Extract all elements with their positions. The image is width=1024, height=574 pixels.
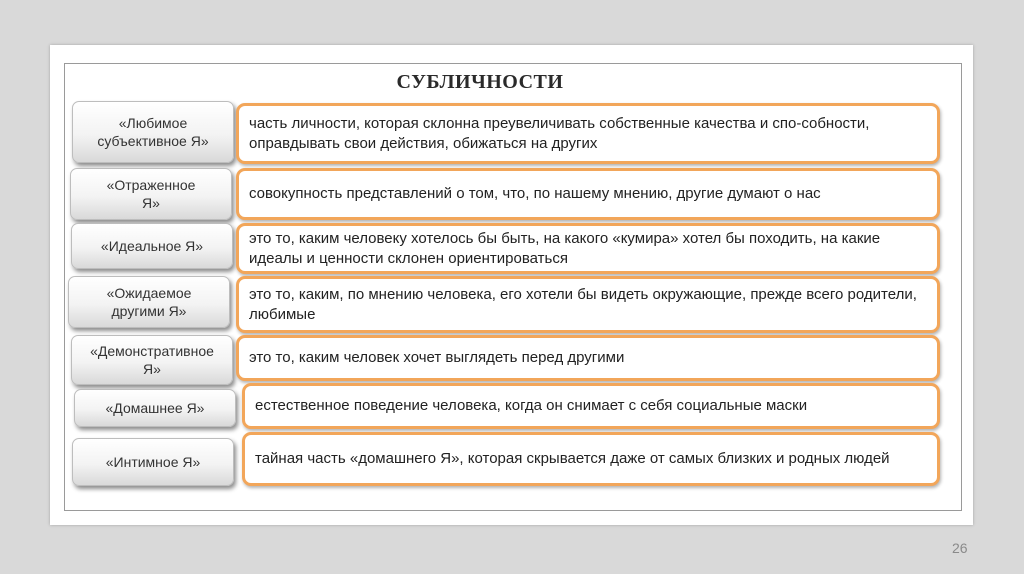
description-box bbox=[242, 432, 940, 486]
description-box bbox=[236, 276, 940, 333]
page-number: 26 bbox=[952, 540, 968, 556]
term-box: «Отраженное Я» bbox=[70, 168, 232, 220]
description-text: часть личности, которая склонна преувеличивать собственные качества и спо-собности, оправдывать свои действия, обижаться на других bbox=[249, 114, 870, 152]
description-box bbox=[236, 335, 940, 381]
term-box: «Идеальное Я» bbox=[71, 223, 233, 269]
description-text: естественное поведение человека, когда он снимает с себя социальные маски bbox=[255, 397, 808, 414]
description-text: совокупность представлений о том, что, по нашему мнению, другие думают о нас bbox=[249, 185, 821, 202]
description-box bbox=[236, 103, 940, 164]
description-text: это то, каким человеку хотелось бы быть, на какого «кумира» хотел бы походить, на какие идеалы и ценности склонен ориентироваться bbox=[249, 229, 881, 267]
description-box bbox=[236, 168, 940, 220]
description-text: тайная часть «домашнего Я», которая скрывается даже от самых близких и родных людей bbox=[255, 450, 890, 467]
description-text: это то, каким, по мнению человека, его хотели бы видеть окружающие, прежде всего родители, любимые bbox=[249, 285, 917, 323]
term-box: «Интимное Я» bbox=[72, 438, 234, 486]
description-box bbox=[236, 223, 940, 274]
term-box: «Ожидаемое другими Я» bbox=[68, 276, 230, 328]
description-text: это то, каким человек хочет выглядеть перед другими bbox=[249, 349, 625, 366]
term-box: «Домашнее Я» bbox=[74, 389, 236, 427]
term-box: «Любимое субъективное Я» bbox=[72, 101, 234, 163]
slide-title: СУБЛИЧНОСТИ bbox=[396, 71, 564, 93]
term-box: «Демонстративное Я» bbox=[71, 335, 233, 385]
description-box bbox=[242, 383, 940, 429]
